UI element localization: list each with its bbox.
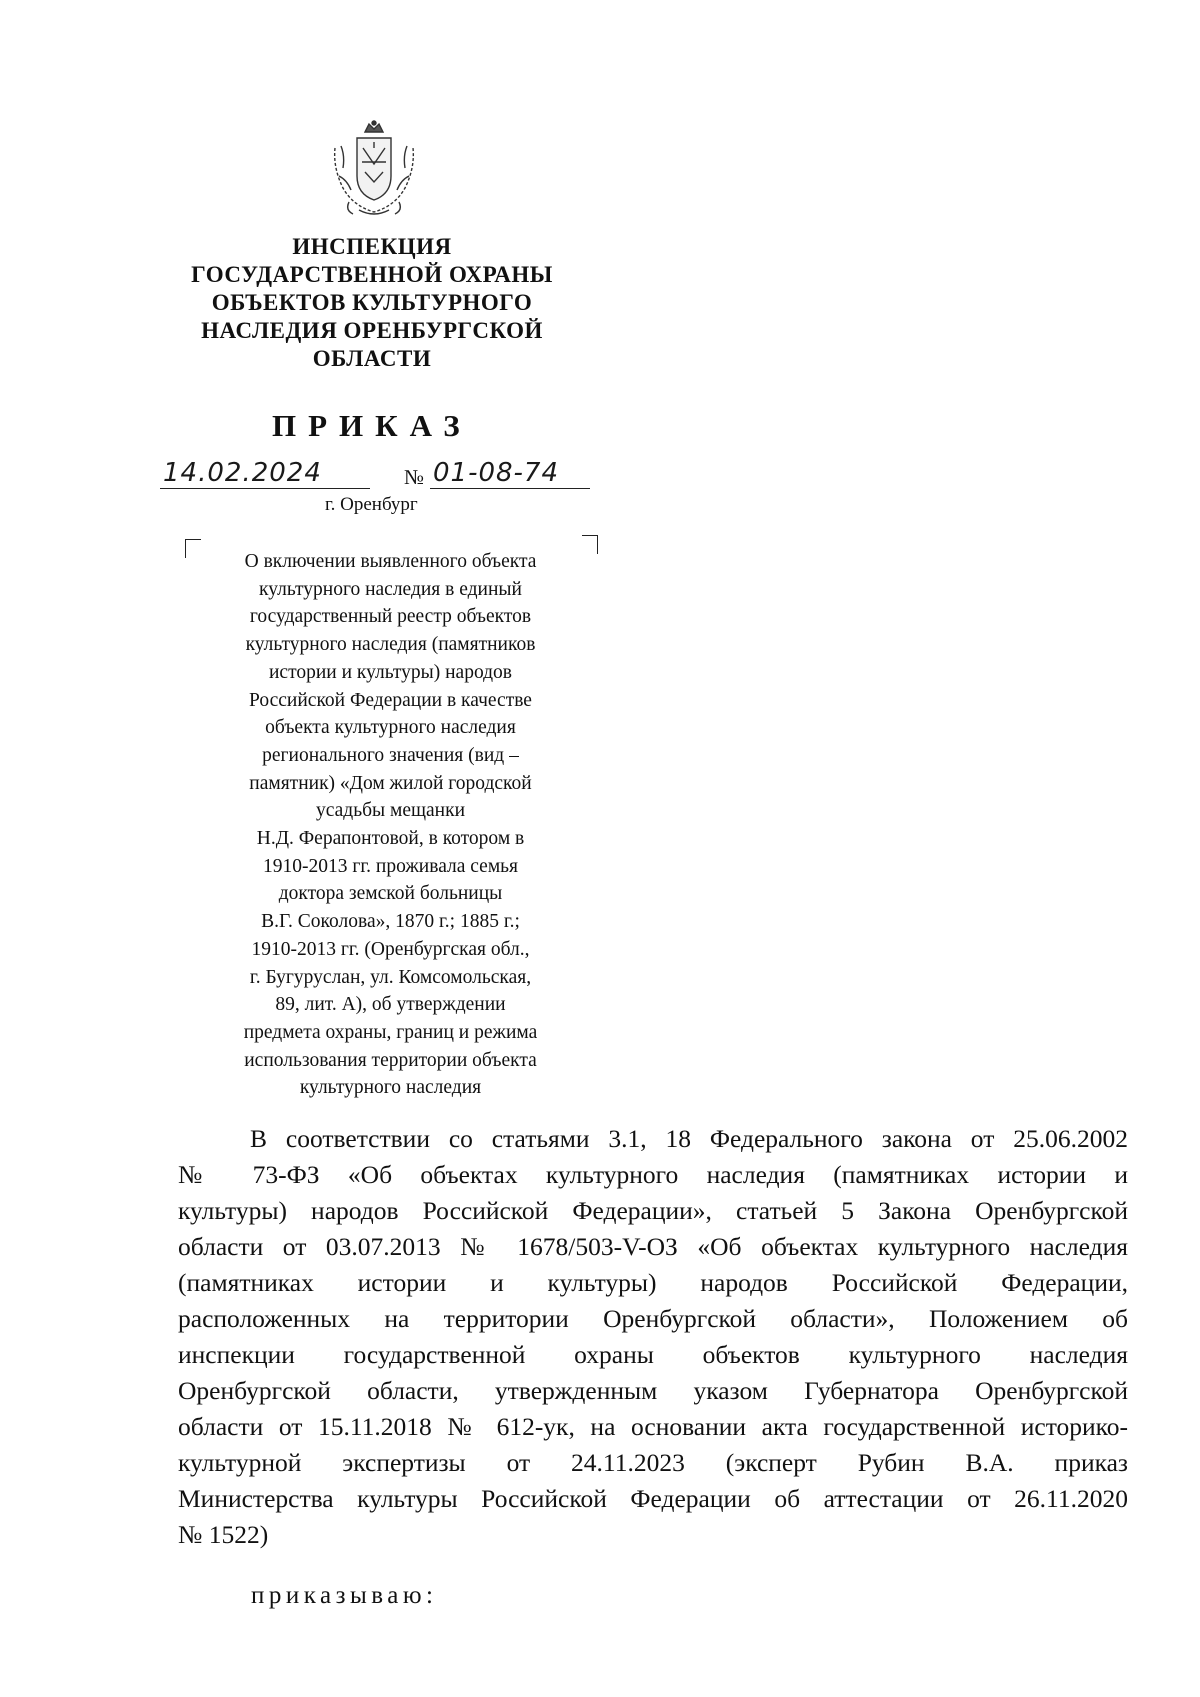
body-line: области от 03.07.2013 № 1678/503-V-ОЗ «Об объектах культурного наследия: [178, 1232, 1128, 1261]
subject-line: регионального значения (вид –: [262, 744, 519, 766]
preamble-paragraph: [178, 1121, 1128, 1553]
subject-line: усадьбы мещанки: [315, 800, 466, 822]
body-line: расположенных на территории Оренбургской области», Положением об: [178, 1304, 1128, 1333]
subject-line: истории и культуры) народов: [268, 661, 513, 683]
number-sign: №: [404, 465, 425, 489]
number-underline: [430, 488, 590, 489]
org-line: ОБЛАСТИ: [312, 346, 432, 371]
body-line: культуры) народов Российской Федерации», статьей 5 Закона Оренбургской: [178, 1196, 1128, 1225]
subject-line: В.Г. Соколова», 1870 г.; 1885 г.;: [261, 911, 520, 933]
body-line: № 73-ФЗ «Об объектах культурного наследия (памятниках истории и: [178, 1160, 1128, 1189]
subject-line: 1910-2013 гг. проживала семья: [262, 855, 519, 877]
subject-line: г. Бугуруслан, ул. Комсомольская,: [249, 966, 532, 988]
subject-line: Н.Д. Ферапонтовой, в котором в: [256, 828, 525, 850]
subject-line: культурного наследия: [299, 1077, 482, 1099]
org-line: ОБЪЕКТОВ КУЛЬТУРНОГО: [211, 290, 533, 315]
subject-line: памятник) «Дом жилой городской: [249, 772, 532, 794]
body-line: № 1522): [178, 1520, 269, 1549]
subject-line: культурного наследия в единый: [259, 578, 522, 600]
document-date: 14.02.2024: [163, 458, 322, 488]
order-word: приказываю:: [251, 1582, 438, 1609]
subject-bracket-left: [185, 539, 201, 558]
subject-line: объекта культурного наследия: [265, 717, 516, 739]
coat-of-arms-icon: [329, 118, 419, 220]
subject-line: государственный реестр объектов: [249, 606, 532, 628]
subject-line: культурного наследия (памятников: [245, 634, 536, 656]
subject-line: Российской Федерации в качестве: [249, 689, 532, 711]
body-line: инспекции государственной охраны объектов культурного наследия: [178, 1340, 1128, 1369]
org-line: ГОСУДАРСТВЕННОЙ ОХРАНЫ: [191, 262, 553, 287]
document-type-title: ПРИКАЗ: [272, 408, 472, 443]
document-number: 01-08-74: [433, 458, 560, 488]
subject-line: доктора земской больницы: [278, 883, 503, 905]
subject-line: 89, лит. А), об утверждении: [275, 994, 506, 1016]
document-city: г. Оренбург: [325, 494, 418, 515]
org-line: НАСЛЕДИЯ ОРЕНБУРГСКОЙ: [201, 318, 543, 343]
body-line: В соответствии со статьями 3.1, 18 Федерального закона от 25.06.2002: [250, 1124, 1128, 1153]
body-line: области от 15.11.2018 № 612-ук, на основании акта государственной историко-: [178, 1412, 1128, 1441]
subject-line: предмета охраны, границ и режима: [243, 1021, 538, 1043]
subject-line: 1910-2013 гг. (Оренбургская обл.,: [251, 938, 530, 960]
subject-line: О включении выявленного объекта: [244, 551, 537, 572]
body-line: (памятниках истории и культуры) народов Российской Федерации,: [178, 1268, 1128, 1297]
date-underline: [160, 488, 370, 489]
body-line: культурной экспертизы от 24.11.2023 (эксперт Рубин В.А. приказ: [178, 1448, 1128, 1477]
subject-line: использования территории объекта: [244, 1049, 537, 1071]
body-line: Оренбургской области, утвержденным указом Губернатора Оренбургской: [178, 1376, 1128, 1405]
organization-name: [160, 233, 584, 373]
org-line: ИНСПЕКЦИЯ: [292, 234, 452, 259]
document-subject: [203, 548, 578, 1102]
body-line: Министерства культуры Российской Федерации об аттестации от 26.11.2020: [178, 1484, 1128, 1513]
subject-bracket-right: [582, 535, 598, 554]
